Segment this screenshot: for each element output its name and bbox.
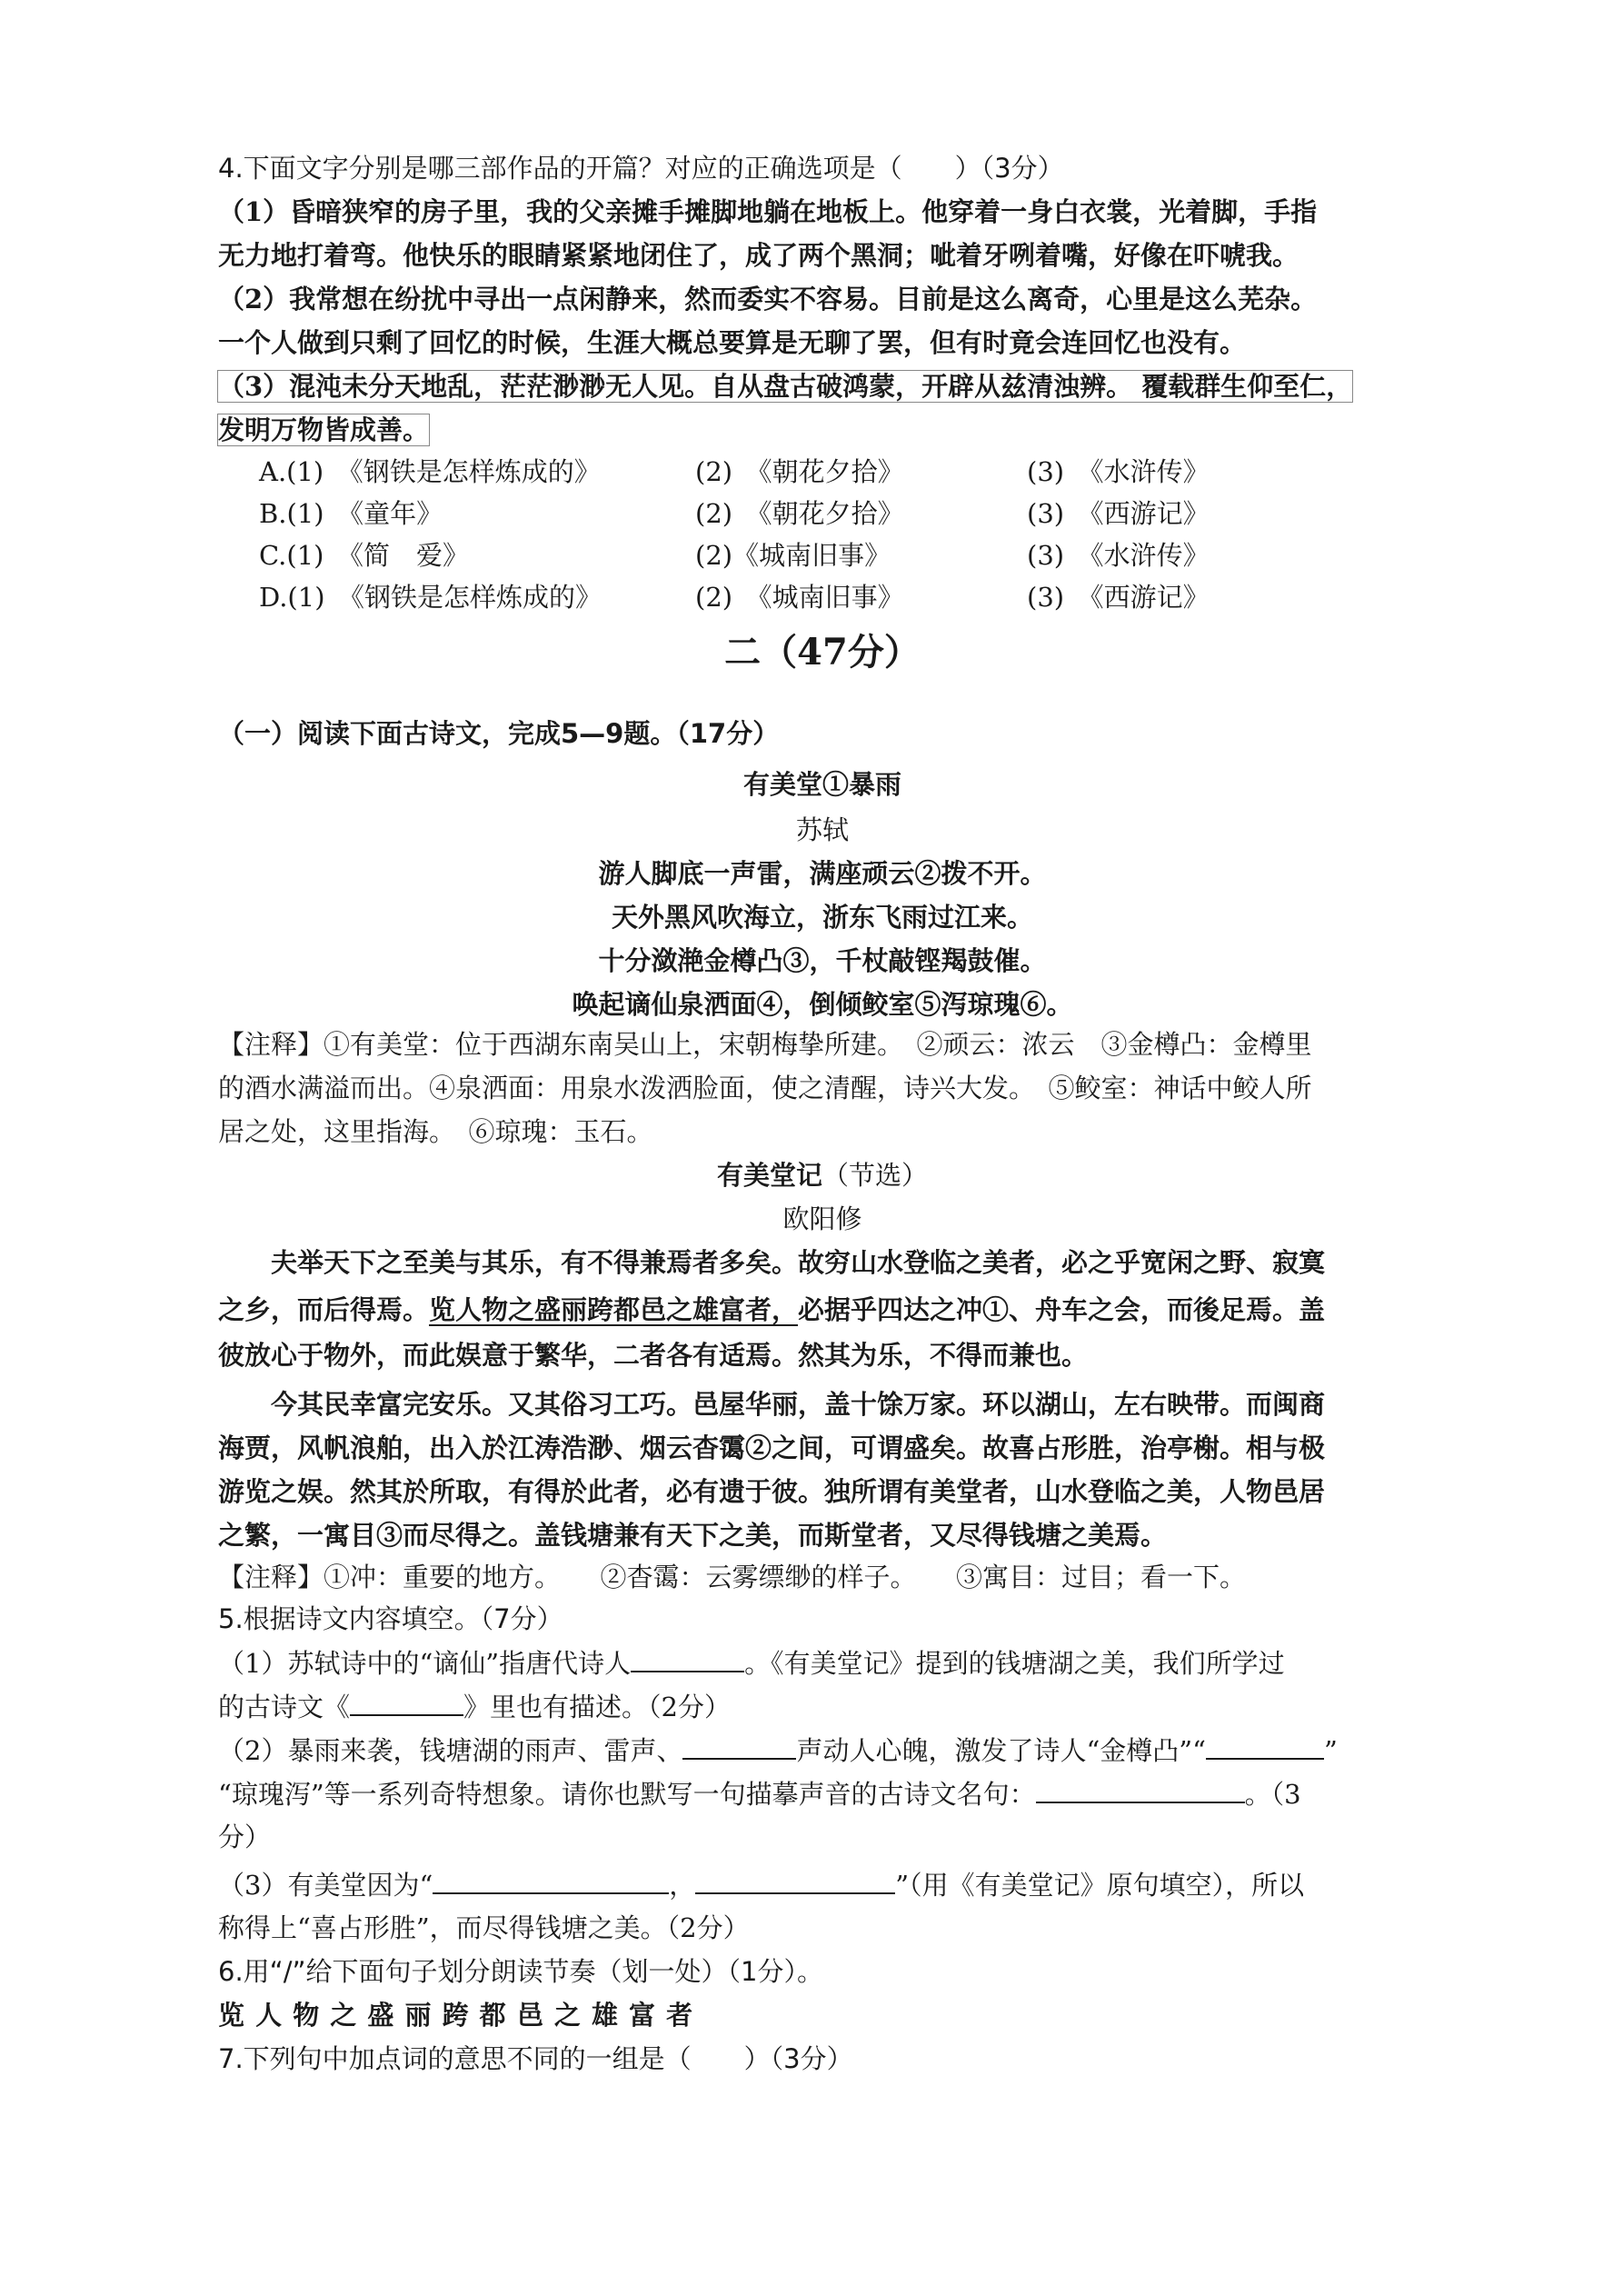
q5-stem: 5.根据诗文内容填空。（7分）: [218, 1603, 563, 1634]
essay-p1-line2-b: 必据乎四达之冲①、舟车之会，而後足焉。盖: [798, 1294, 1326, 1325]
q6-stem: 6.用“/”给下面句子划分朗读节奏（划一处）（1分）。: [218, 1956, 823, 1987]
essay-title-suffix: （节选）: [822, 1160, 929, 1191]
option-a-part3: (3) 《水浒传》: [1027, 456, 1210, 487]
q5-sub2-line2: [218, 1772, 1427, 1815]
essay-underlined-sentence: 览人物之盛丽跨都邑之雄富者，: [429, 1294, 799, 1325]
q4-passage1-line2: 无力地打着弯。他快乐的眼睛紧紧地闭住了，成了两个黑洞；呲着牙咧着嘴，好像在吓唬我。: [218, 240, 1299, 271]
poem-line-4: 唤起谪仙泉洒面④，倒倾鲛室⑤泻琼瑰⑥。: [572, 989, 1073, 1020]
q5-sub3-text-b: ，: [669, 1870, 696, 1901]
section-heading: 二（47分）: [724, 631, 921, 674]
option-a-part1[interactable]: A.(1) 《钢铁是怎样炼成的》: [259, 456, 601, 487]
essay-title: [218, 1154, 1427, 1196]
poem-line-2: 天外黑风吹海立，浙东飞雨过江来。: [611, 902, 1033, 933]
q4-passage2-line2: 一个人做到只剩了回忆的时候，生涯大概总要算是无聊了罢，但有时竟会连回忆也没有。: [218, 327, 1247, 358]
option-a-part2: (2) 《朝花夕拾》: [695, 456, 904, 487]
option-d-part1[interactable]: D.(1) 《钢铁是怎样炼成的》: [259, 582, 602, 613]
q5-sub3-text-a: （3）有美堂因为“: [218, 1870, 433, 1901]
q5-sub2-text-b: 声动人心魄，激发了诗人“金樽凸”“: [796, 1735, 1206, 1766]
essay-author: 欧阳修: [782, 1203, 862, 1234]
q5-sub1-text-a: （1）苏轼诗中的“谪仙”指唐代诗人: [218, 1648, 632, 1679]
q7-stem: 7.下列句中加点词的意思不同的一组是（ ）（3分）: [218, 2043, 853, 2074]
q5-sub1-text-b: 。《有美堂记》提到的钱塘湖之美，我们所学过: [744, 1648, 1285, 1679]
poem-notes-line1: 【注释】①有美堂：位于西湖东南吴山上，宋朝梅挚所建。 ②顽云：浓云 ③金樽凸：金樽里: [218, 1029, 1312, 1060]
q5-sub1-text-d: 》里也有描述。（2分）: [463, 1692, 731, 1722]
q5-sub3-text-c: ”（用《有美堂记》原句填空），所以: [895, 1870, 1305, 1901]
q5-sub2-text-e: 。（3: [1244, 1779, 1301, 1810]
answer-blank-quote-1[interactable]: [433, 1863, 669, 1894]
q4-passage3-line2-text: 发明万物皆成善。: [218, 414, 430, 445]
q5-sub2-text-d: “琼瑰泻”等一系列奇特想象。请你也默写一句描摹声音的古诗文名句：: [218, 1779, 1036, 1810]
option-d-part2: (2) 《城南旧事》: [695, 582, 904, 613]
poem-line-3: 十分潋滟金樽凸③，千杖敲铿羯鼓催。: [598, 945, 1047, 976]
q5-sub3-line1: [218, 1863, 1427, 1906]
essay-p2-line4: 之繁，一寓目③而尽得之。盖钱塘兼有天下之美，而斯堂者，又尽得钱塘之美焉。: [218, 1520, 1168, 1551]
q5-sub1-text-c: 的古诗文《: [218, 1692, 351, 1722]
answer-blank-sound-verse[interactable]: [1036, 1772, 1245, 1803]
answer-blank-poet[interactable]: [631, 1642, 744, 1672]
essay-p2-line3: 游览之娱。然其於所取，有得於此者，必有遗于彼。独所谓有美堂者，山水登临之美，人物邑居: [218, 1476, 1326, 1507]
q5-sub1-line1: [218, 1642, 1427, 1684]
answer-blank-imagery[interactable]: [1206, 1729, 1324, 1760]
q5-sub1-line2: [218, 1685, 1427, 1728]
q4-stem: 4.下面文字分别是哪三部作品的开篇？对应的正确选项是（ ）（3分）: [218, 153, 1064, 184]
answer-blank-quote-2[interactable]: [695, 1863, 895, 1894]
essay-title-text: 有美堂记: [716, 1160, 822, 1191]
essay-p1-line2: [218, 1289, 1427, 1331]
option-b-part3: (3) 《西游记》: [1027, 498, 1210, 529]
option-c-part2: (2)《城南旧事》: [695, 540, 891, 571]
part1-intro: （一）阅读下面古诗文，完成5—9题。（17分）: [218, 718, 780, 749]
option-c-part1[interactable]: C.(1) 《简 爱》: [259, 540, 469, 571]
poem-author: 苏轼: [795, 814, 849, 845]
q4-passage3-line1-text: （3）混沌未分天地乱，茫茫渺渺无人见。自从盘古破鸿蒙，开辟从兹清浊辨。 覆载群生仰至仁，: [218, 371, 1353, 402]
essay-p2-line1: 今其民幸富完安乐。又其俗习工巧。邑屋华丽，盖十馀万家。环以湖山，左右映带。而闽商: [271, 1389, 1326, 1420]
essay-p2-line2: 海贾，风帆浪舶，出入於江涛浩渺、烟云杳霭②之间，可谓盛矣。故喜占形胜，治亭榭。相与极: [218, 1433, 1326, 1463]
option-c-part3: (3) 《水浒传》: [1027, 540, 1210, 571]
essay-p1-line1: 夫举天下之至美与其乐，有不得兼焉者多矣。故穷山水登临之美者，必之乎宽闲之野、寂寞: [271, 1247, 1326, 1278]
q4-passage3-line1: [218, 365, 1427, 407]
q6-sentence[interactable]: 览 人 物 之 盛 丽 跨 都 邑 之 雄 富 者: [218, 2000, 694, 2031]
q5-sub2-text-c: ”: [1323, 1735, 1338, 1766]
option-b-part1[interactable]: B.(1) 《童年》: [259, 498, 443, 529]
q4-passage2-line1: （2）我常想在纷扰中寻出一点闲静来，然而委实不容易。目前是这么离奇，心里是这么芜杂。: [218, 284, 1318, 314]
poem-notes-line3: 居之处，这里指海。 ⑥琼瑰：玉石。: [218, 1116, 653, 1147]
q5-sub2-line1: [218, 1729, 1427, 1772]
answer-blank-sound[interactable]: [682, 1729, 796, 1760]
q5-sub2-text-a: （2）暴雨来袭，钱塘湖的雨声、雷声、: [218, 1735, 683, 1766]
q5-sub3-line2: 称得上“喜占形胜”，而尽得钱塘之美。（2分）: [218, 1912, 750, 1943]
q5-sub2-line3: 分）: [218, 1822, 272, 1852]
option-d-part3: (3) 《西游记》: [1027, 582, 1210, 613]
q4-passage3-line2: [218, 409, 1427, 451]
poem-line-1: 游人脚底一声雷，满座顽云②拨不开。: [598, 858, 1047, 889]
q4-passage1-line1: （1）昏暗狭窄的房子里，我的父亲摊手摊脚地躺在地板上。他穿着一身白衣裳，光着脚，手指: [218, 196, 1318, 227]
essay-p1-line3: 彼放心于物外，而此娱意于繁华，二者各有适焉。然其为乐，不得而兼也。: [218, 1340, 1089, 1371]
poem-notes-line2: 的酒水满溢而出。④泉洒面：用泉水泼洒脸面，使之清醒，诗兴大发。 ⑤鲛室：神话中鲛人所: [218, 1073, 1312, 1103]
poem-title: 有美堂①暴雨: [742, 769, 901, 800]
option-b-part2: (2) 《朝花夕拾》: [695, 498, 904, 529]
essay-notes: 【注释】①冲：重要的地方。 ②杳霭：云雾缥缈的样子。 ③寓目：过目；看一下。: [218, 1562, 1247, 1592]
essay-p1-line2-a: 之乡，而后得焉。: [218, 1294, 430, 1325]
answer-blank-poem-title[interactable]: [350, 1685, 463, 1716]
